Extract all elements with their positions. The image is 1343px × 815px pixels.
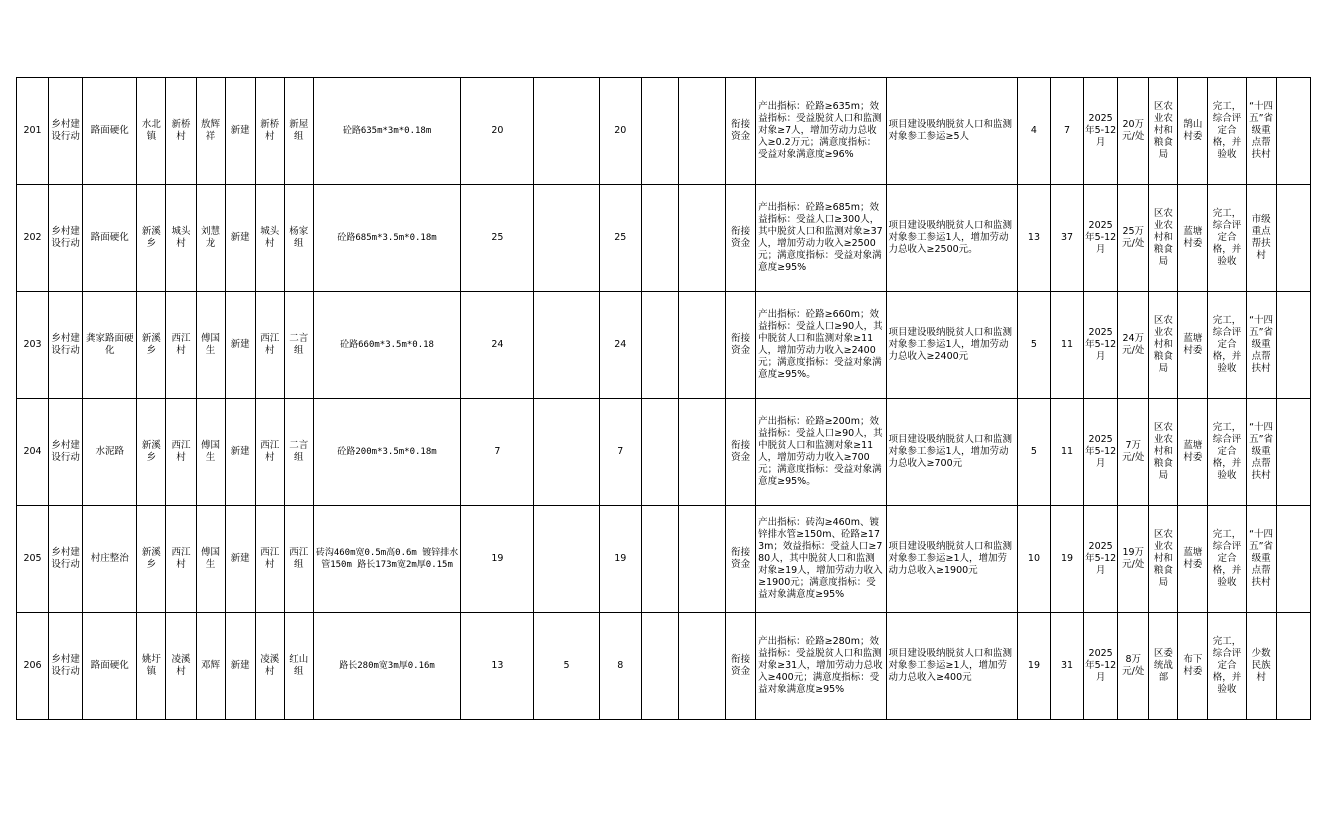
investment-col2-cell: 24 xyxy=(599,292,641,399)
performance-target-cell: 产出指标：砼路≥200m；效益指标：受益人口≥90人，其中脱贫人口和监测对象≥11人，增加劳动力收入≥700元；满意度指标：受益对象满意度≥95%。 xyxy=(756,399,886,506)
extra-cell xyxy=(1276,185,1310,292)
schedule-cell: 2025年5-12月 xyxy=(1084,78,1118,185)
location-village-cell: 西江村 xyxy=(255,399,284,506)
investment-col1-cell xyxy=(534,185,599,292)
person-cell: 傅国生 xyxy=(196,292,225,399)
person-cell: 刘慧龙 xyxy=(196,185,225,292)
table-row xyxy=(17,292,1311,399)
village-cell: 新桥村 xyxy=(166,78,196,185)
beneficiary-households-cell: 13 xyxy=(1017,185,1050,292)
location-group-cell: 西江组 xyxy=(284,506,313,613)
responsible-dept-cell: 区委统战部 xyxy=(1149,613,1178,720)
village-cell: 西江村 xyxy=(166,399,196,506)
subsidy-standard-cell: 7万元/处 xyxy=(1118,399,1149,506)
investment-col1-cell xyxy=(534,506,599,613)
fund-source-cell: 衔接资金 xyxy=(726,613,756,720)
beneficiary-people-cell: 19 xyxy=(1051,506,1084,613)
extra-cell xyxy=(1276,292,1310,399)
build-type-cell: 新建 xyxy=(225,399,255,506)
fund-source-cell: 衔接资金 xyxy=(726,78,756,185)
acceptance-cell: 完工，综合评定合格，并验收 xyxy=(1208,506,1246,613)
remark-cell: 少数民族村 xyxy=(1246,613,1276,720)
location-group-cell: 二言组 xyxy=(284,399,313,506)
investment-col3-cell xyxy=(641,399,678,506)
village-cell: 西江村 xyxy=(166,292,196,399)
benefit-mechanism-cell: 项目建设吸纳脱贫人口和监测对象参工参运≥1人，增加劳动力总收入≥1900元 xyxy=(886,506,1017,613)
implementing-unit-cell: 蓝塘村委 xyxy=(1178,506,1208,613)
benefit-mechanism-cell: 项目建设吸纳脱贫人口和监测对象参工参运1人，增加劳动力总收入≥700元 xyxy=(886,399,1017,506)
row-number: 202 xyxy=(17,185,49,292)
schedule-cell: 2025年5-12月 xyxy=(1084,292,1118,399)
location-group-cell: 红山组 xyxy=(284,613,313,720)
table-row xyxy=(17,613,1311,720)
acceptance-cell: 完工，综合评定合格，并验收 xyxy=(1208,185,1246,292)
responsible-dept-cell: 区农业农村和粮食局 xyxy=(1149,399,1178,506)
implementing-unit-cell: 鹄山村委 xyxy=(1178,78,1208,185)
project-name-cell: 村庄整治 xyxy=(83,506,137,613)
construction-content-cell: 砼路685m*3.5m*0.18m xyxy=(313,185,460,292)
table-row xyxy=(17,185,1311,292)
location-village-cell: 西江村 xyxy=(255,506,284,613)
location-village-cell: 城头村 xyxy=(255,185,284,292)
build-type-cell: 新建 xyxy=(225,506,255,613)
project-table xyxy=(16,77,1311,720)
location-village-cell: 西江村 xyxy=(255,292,284,399)
category-cell: 乡村建设行动 xyxy=(49,399,83,506)
performance-target-cell: 产出指标：砖沟≥460m、镀锌排水管≥150m、砼路≥173m；效益指标：受益人口≥780人，其中脱贫人口和监测对象≥19人，增加劳动力收入≥1900元；满意度指标：受益对象满意度≥95% xyxy=(756,506,886,613)
fund-source-cell: 衔接资金 xyxy=(726,292,756,399)
beneficiary-people-cell: 11 xyxy=(1051,292,1084,399)
implementing-unit-cell: 布下村委 xyxy=(1178,613,1208,720)
location-group-cell: 新屋组 xyxy=(284,78,313,185)
construction-content-cell: 路长280m宽3m厚0.16m xyxy=(313,613,460,720)
village-cell: 凌溪村 xyxy=(166,613,196,720)
village-cell: 城头村 xyxy=(166,185,196,292)
schedule-cell: 2025年5-12月 xyxy=(1084,399,1118,506)
town-cell: 新溪乡 xyxy=(137,506,166,613)
subsidy-standard-cell: 20万元/处 xyxy=(1118,78,1149,185)
construction-content-cell: 砼路200m*3.5m*0.18m xyxy=(313,399,460,506)
extra-cell xyxy=(1276,78,1310,185)
investment-col2-cell: 25 xyxy=(599,185,641,292)
location-village-cell: 新桥村 xyxy=(255,78,284,185)
project-name-cell: 路面硬化 xyxy=(83,613,137,720)
row-number: 203 xyxy=(17,292,49,399)
investment-col4-cell xyxy=(678,399,725,506)
build-type-cell: 新建 xyxy=(225,78,255,185)
extra-cell xyxy=(1276,399,1310,506)
remark-cell: “十四五”省级重点帮扶村 xyxy=(1246,292,1276,399)
village-cell: 西江村 xyxy=(166,506,196,613)
extra-cell xyxy=(1276,506,1310,613)
table-row xyxy=(17,78,1311,185)
acceptance-cell: 完工，综合评定合格，并验收 xyxy=(1208,78,1246,185)
build-type-cell: 新建 xyxy=(225,292,255,399)
person-cell: 傅国生 xyxy=(196,399,225,506)
investment-col3-cell xyxy=(641,292,678,399)
investment-col4-cell xyxy=(678,613,725,720)
benefit-mechanism-cell: 项目建设吸纳脱贫人口和监测对象参工参运≥5人 xyxy=(886,78,1017,185)
implementing-unit-cell: 蓝塘村委 xyxy=(1178,185,1208,292)
town-cell: 新溪乡 xyxy=(137,399,166,506)
beneficiary-households-cell: 5 xyxy=(1017,292,1050,399)
location-group-cell: 二言组 xyxy=(284,292,313,399)
investment-col4-cell xyxy=(678,292,725,399)
location-village-cell: 凌溪村 xyxy=(255,613,284,720)
investment-col2-cell: 19 xyxy=(599,506,641,613)
project-name-cell: 水泥路 xyxy=(83,399,137,506)
total-investment-cell: 24 xyxy=(461,292,534,399)
category-cell: 乡村建设行动 xyxy=(49,78,83,185)
remark-cell: “十四五”省级重点帮扶村 xyxy=(1246,78,1276,185)
implementing-unit-cell: 蓝塘村委 xyxy=(1178,292,1208,399)
investment-col1-cell: 5 xyxy=(534,613,599,720)
benefit-mechanism-cell: 项目建设吸纳脱贫人口和监测对象参工参运1人，增加劳动力总收入≥2400元 xyxy=(886,292,1017,399)
table-row xyxy=(17,506,1311,613)
total-investment-cell: 19 xyxy=(461,506,534,613)
person-cell: 傅国生 xyxy=(196,506,225,613)
subsidy-standard-cell: 24万元/处 xyxy=(1118,292,1149,399)
beneficiary-households-cell: 10 xyxy=(1017,506,1050,613)
investment-col3-cell xyxy=(641,78,678,185)
schedule-cell: 2025年5-12月 xyxy=(1084,613,1118,720)
schedule-cell: 2025年5-12月 xyxy=(1084,185,1118,292)
investment-col3-cell xyxy=(641,613,678,720)
beneficiary-households-cell: 5 xyxy=(1017,399,1050,506)
extra-cell xyxy=(1276,613,1310,720)
project-name-cell: 路面硬化 xyxy=(83,78,137,185)
acceptance-cell: 完工，综合评定合格，并验收 xyxy=(1208,292,1246,399)
total-investment-cell: 13 xyxy=(461,613,534,720)
row-number: 204 xyxy=(17,399,49,506)
remark-cell: 市级重点帮扶村 xyxy=(1246,185,1276,292)
build-type-cell: 新建 xyxy=(225,613,255,720)
performance-target-cell: 产出指标：砼路≥280m；效益指标：受益脱贫人口和监测对象≥31人，增加劳动力总收入≥400元；满意度指标：受益对象满意度≥95% xyxy=(756,613,886,720)
construction-content-cell: 砼路660m*3.5m*0.18 xyxy=(313,292,460,399)
investment-col1-cell xyxy=(534,399,599,506)
investment-col3-cell xyxy=(641,506,678,613)
total-investment-cell: 25 xyxy=(461,185,534,292)
total-investment-cell: 7 xyxy=(461,399,534,506)
responsible-dept-cell: 区农业农村和粮食局 xyxy=(1149,506,1178,613)
fund-source-cell: 衔接资金 xyxy=(726,506,756,613)
fund-source-cell: 衔接资金 xyxy=(726,185,756,292)
subsidy-standard-cell: 8万元/处 xyxy=(1118,613,1149,720)
investment-col1-cell xyxy=(534,78,599,185)
beneficiary-people-cell: 37 xyxy=(1051,185,1084,292)
investment-col1-cell xyxy=(534,292,599,399)
category-cell: 乡村建设行动 xyxy=(49,292,83,399)
schedule-cell: 2025年5-12月 xyxy=(1084,506,1118,613)
project-name-cell: 龚家路面硬化 xyxy=(83,292,137,399)
performance-target-cell: 产出指标：砼路≥635m；效益指标：受益脱贫人口和监测对象≥7人，增加劳动力总收入≥0.2万元；满意度指标：受益对象满意度≥96% xyxy=(756,78,886,185)
fund-source-cell: 衔接资金 xyxy=(726,399,756,506)
investment-col2-cell: 8 xyxy=(599,613,641,720)
remark-cell: “十四五”省级重点帮扶村 xyxy=(1246,506,1276,613)
person-cell: 邓辉 xyxy=(196,613,225,720)
implementing-unit-cell: 蓝塘村委 xyxy=(1178,399,1208,506)
responsible-dept-cell: 区农业农村和粮食局 xyxy=(1149,78,1178,185)
row-number: 206 xyxy=(17,613,49,720)
investment-col2-cell: 20 xyxy=(599,78,641,185)
town-cell: 水北镇 xyxy=(137,78,166,185)
benefit-mechanism-cell: 项目建设吸纳脱贫人口和监测对象参工参运1人，增加劳动力总收入≥2500元。 xyxy=(886,185,1017,292)
town-cell: 新溪乡 xyxy=(137,292,166,399)
subsidy-standard-cell: 25万元/处 xyxy=(1118,185,1149,292)
performance-target-cell: 产出指标：砼路≥685m；效益指标：受益人口≥300人，其中脱贫人口和监测对象≥37人，增加劳动力收入≥2500元；满意度指标：受益对象满意度≥95% xyxy=(756,185,886,292)
town-cell: 姚圩镇 xyxy=(137,613,166,720)
total-investment-cell: 20 xyxy=(461,78,534,185)
table-row xyxy=(17,399,1311,506)
location-group-cell: 杨家组 xyxy=(284,185,313,292)
responsible-dept-cell: 区农业农村和粮食局 xyxy=(1149,185,1178,292)
row-number: 201 xyxy=(17,78,49,185)
beneficiary-households-cell: 19 xyxy=(1017,613,1050,720)
investment-col2-cell: 7 xyxy=(599,399,641,506)
investment-col4-cell xyxy=(678,185,725,292)
person-cell: 敖辉祥 xyxy=(196,78,225,185)
category-cell: 乡村建设行动 xyxy=(49,613,83,720)
subsidy-standard-cell: 19万元/处 xyxy=(1118,506,1149,613)
category-cell: 乡村建设行动 xyxy=(49,506,83,613)
build-type-cell: 新建 xyxy=(225,185,255,292)
acceptance-cell: 完工，综合评定合格，并验收 xyxy=(1208,613,1246,720)
town-cell: 新溪乡 xyxy=(137,185,166,292)
construction-content-cell: 砖沟460m宽0.5m高0.6m 镀锌排水管150m 路长173m宽2m厚0.15m xyxy=(313,506,460,613)
category-cell: 乡村建设行动 xyxy=(49,185,83,292)
investment-col4-cell xyxy=(678,78,725,185)
investment-col4-cell xyxy=(678,506,725,613)
beneficiary-people-cell: 7 xyxy=(1051,78,1084,185)
performance-target-cell: 产出指标：砼路≥660m；效益指标：受益人口≥90人，其中脱贫人口和监测对象≥11人，增加劳动力收入≥2400元；满意度指标：受益对象满意度≥95%。 xyxy=(756,292,886,399)
investment-col3-cell xyxy=(641,185,678,292)
row-number: 205 xyxy=(17,506,49,613)
construction-content-cell: 砼路635m*3m*0.18m xyxy=(313,78,460,185)
beneficiary-people-cell: 11 xyxy=(1051,399,1084,506)
acceptance-cell: 完工，综合评定合格，并验收 xyxy=(1208,399,1246,506)
remark-cell: “十四五”省级重点帮扶村 xyxy=(1246,399,1276,506)
project-name-cell: 路面硬化 xyxy=(83,185,137,292)
responsible-dept-cell: 区农业农村和粮食局 xyxy=(1149,292,1178,399)
benefit-mechanism-cell: 项目建设吸纳脱贫人口和监测对象参工参运≥1人，增加劳动力总收入≥400元 xyxy=(886,613,1017,720)
beneficiary-households-cell: 4 xyxy=(1017,78,1050,185)
beneficiary-people-cell: 31 xyxy=(1051,613,1084,720)
